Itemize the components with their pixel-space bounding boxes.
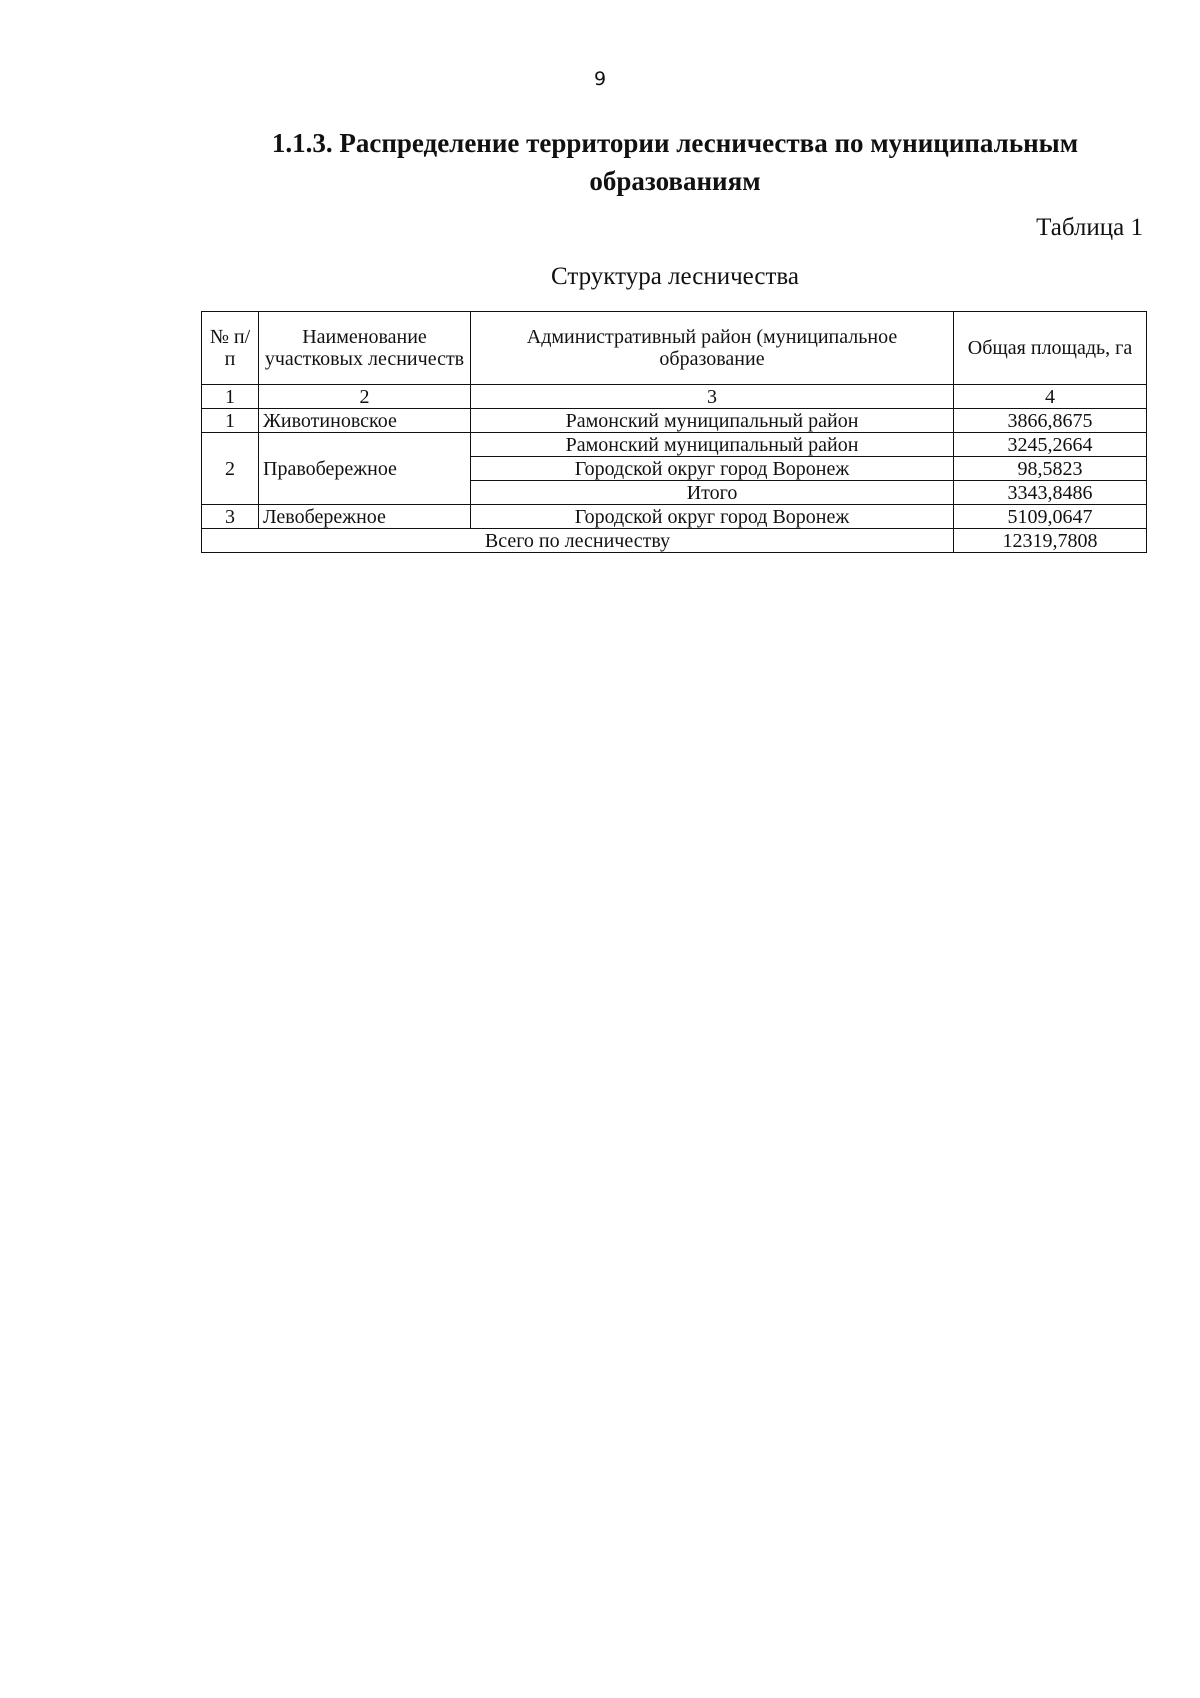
column-number: 1 xyxy=(202,385,259,409)
table-header-row xyxy=(202,312,1147,385)
row-area: 3245,2664 xyxy=(954,433,1147,457)
row-area: 3866,8675 xyxy=(954,409,1147,433)
row-name: Правобережное xyxy=(259,433,471,505)
header-district: Административный район (муниципальное образование xyxy=(471,312,954,385)
row-name: Левобережное xyxy=(259,505,471,529)
header-name: Наименование участковых лесничеств xyxy=(259,312,471,385)
table-row xyxy=(202,433,1147,457)
table-number-label: Таблица 1 xyxy=(1036,214,1143,241)
column-number: 2 xyxy=(259,385,471,409)
row-subtotal-label: Итого xyxy=(471,481,954,505)
column-number: 3 xyxy=(471,385,954,409)
total-label: Всего по лесничеству xyxy=(202,529,954,553)
row-num: 3 xyxy=(202,505,259,529)
row-area: 5109,0647 xyxy=(954,505,1147,529)
row-num: 2 xyxy=(202,433,259,505)
section-heading: 1.1.3. Распределение территории лесничества по муниципальным образованиям xyxy=(271,128,1079,196)
column-number: 4 xyxy=(954,385,1147,409)
forestry-structure-table xyxy=(201,311,1147,553)
row-area: 98,5823 xyxy=(954,457,1147,481)
row-subtotal-area: 3343,8486 xyxy=(954,481,1147,505)
table-total-row xyxy=(202,529,1147,553)
row-name: Животиновское xyxy=(259,409,471,433)
table-caption: Структура лесничества xyxy=(551,263,799,290)
row-num: 1 xyxy=(202,409,259,433)
column-number-row xyxy=(202,385,1147,409)
table-row xyxy=(202,505,1147,529)
row-district: Рамонский муниципальный район xyxy=(471,433,954,457)
row-district: Городской округ город Воронеж xyxy=(471,505,954,529)
table-row xyxy=(202,409,1147,433)
total-area: 12319,7808 xyxy=(954,529,1147,553)
header-area: Общая площадь, га xyxy=(954,312,1147,385)
row-district: Рамонский муниципальный район xyxy=(471,409,954,433)
header-num: № п/п xyxy=(202,312,259,385)
page-number: 9 xyxy=(593,68,607,90)
row-district: Городской округ город Воронеж xyxy=(471,457,954,481)
